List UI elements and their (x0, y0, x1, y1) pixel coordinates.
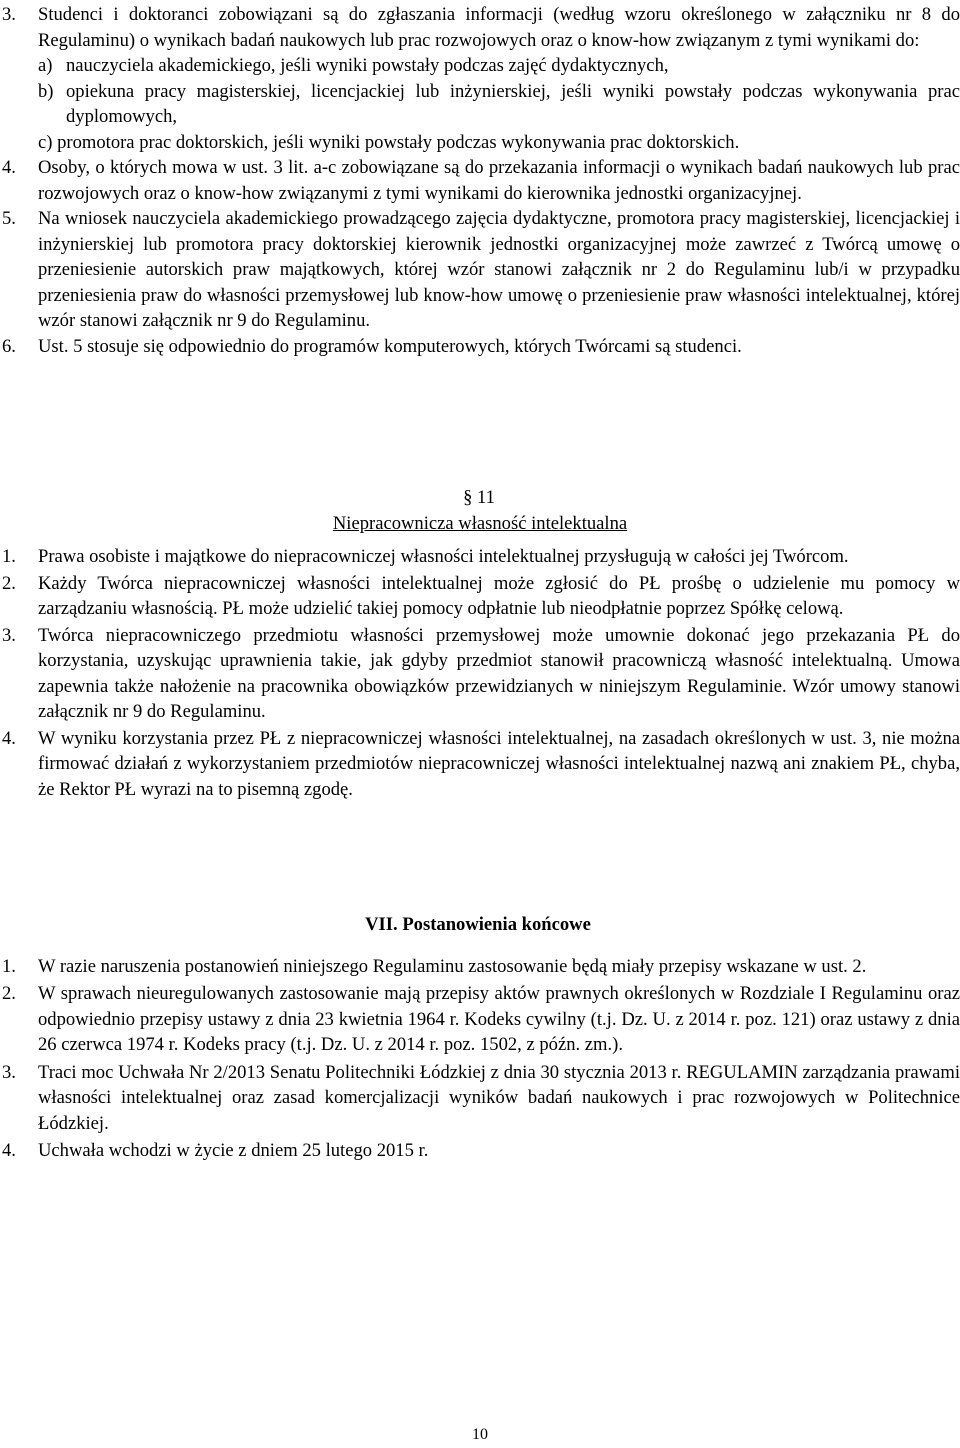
list-item-3 (0, 1060, 960, 1137)
item-text: Traci moc Uchwała Nr 2/2013 Senatu Politechniki Łódzkiej z dnia 30 stycznia 2013 r. REGULAMIN zarządzania prawami własności intelektualnej oraz zasad komercjalizacji wyników badań naukowych i prac rozwojowych w Politechnice Łódzkiej. (38, 1061, 960, 1134)
list-item-4 (0, 1138, 960, 1164)
sub-label: b) (38, 80, 54, 102)
item-text: W wyniku korzystania przez PŁ z niepracowniczej własności intelektualnej, na zasadach określonych w ust. 3, nie można firmować działań z wykorzystaniem przedmiotów niepracowniczej własności intelektualnej nazwą ani znakiem PŁ, chyba, że Rektor PŁ wyrazi na to pisemną zgodę. (38, 727, 960, 800)
item-number: 2. (2, 983, 16, 1004)
list-item-3 (0, 623, 960, 725)
item-text: Twórca niepracowniczego przedmiotu własności przemysłowej może umownie dokonać jego przekazania PŁ do korzystania, uzyskując uprawnienia takie, jak gdyby przedmiot stanowił pracowniczą własność intelektualną. Umowa zapewnia także nałożenie na pracownika obowiązków przewidzianych w niniejszym Regulaminie. Wzór umowy stanowi załącznik nr 9 do Regulaminu. (38, 624, 960, 722)
sub-item-c (38, 130, 960, 156)
section-vii (0, 912, 960, 1164)
list-item-5 (0, 206, 960, 334)
sub-label: c) (38, 131, 53, 153)
item-text: W sprawach nieuregulowanych zastosowanie mają przepisy aktów prawnych określonych w Rozdziale I Regulaminu oraz odpowiednio przepisy ustawy z dnia 23 kwietnia 1964 r. Kodeks cywilny (t.j. Dz. U. z 2014 r. poz. 121) oraz ustawy z dnia 26 czerwca 1974 r. Kodeks pracy (t.j. Dz. U. z 2014 r. poz. 1502, z późn. zm.). (38, 983, 960, 1055)
item-number: 4. (2, 727, 16, 749)
sub-item-b (38, 79, 960, 130)
section-title: Niepracownicza własność intelektualna (332, 512, 628, 534)
sub-text: opiekuna pracy magisterskiej, licencjackiej lub inżynierskiej, jeśli wyniki powstały podczas wykonywania prac dyplomowych, (66, 80, 960, 127)
item-number: 3. (2, 1061, 16, 1083)
item-number: 1. (2, 546, 16, 567)
section-a (0, 2, 960, 359)
list-item-3 (0, 2, 960, 53)
item-text: Każdy Twórca niepracowniczej własności intelektualnej może zgłosić do PŁ prośbę o udzielenie mu pomocy w zarządzaniu własnością. PŁ może udzielić takiej pomocy odpłatnie lub nieodpłatnie poprzez Spółkę celową. (38, 572, 960, 619)
list-item-4 (0, 726, 960, 803)
section-11 (0, 485, 960, 802)
item-number: 1. (2, 955, 16, 977)
item-number: 5. (2, 208, 16, 229)
list-item-2 (0, 571, 960, 622)
item-number: 6. (2, 335, 16, 357)
item-number: 2. (2, 572, 16, 594)
item-text: W razie naruszenia postanowień niniejszego Regulaminu zastosowanie będą miały przepisy wskazane w ust. 2. (38, 955, 867, 977)
list-item-1 (0, 544, 960, 570)
section-title: VII. Postanowienia końcowe (365, 914, 591, 935)
item-text: Uchwała wchodzi w życie z dniem 25 lutego 2015 r. (38, 1140, 429, 1161)
item-text: Studenci i doktoranci zobowiązani są do zgłaszania informacji (według wzoru określonego w załączniku nr 8 do Regulaminu) o wynikach badań naukowych lub prac rozwojowych oraz o know-how związanym z tymi wynikami do: (38, 4, 960, 51)
item-number: 3. (2, 4, 16, 25)
sub-text: nauczyciela akademickiego, jeśli wyniki powstały podczas zajęć dydaktycznych, (66, 55, 669, 76)
page-number: 10 (472, 1426, 488, 1443)
list-item-4 (0, 155, 960, 206)
item-number: 4. (2, 157, 16, 178)
list-item-6 (0, 334, 960, 360)
list-item-1 (0, 954, 960, 980)
sub-item-a (38, 53, 960, 79)
item-text: Ust. 5 stosuje się odpowiednio do programów komputerowych, których Twórcami są studenci. (38, 335, 742, 357)
list-item-2 (0, 981, 960, 1058)
item-text: Prawa osobiste i majątkowe do niepracowniczej własności intelektualnej przysługują w całości jej Twórcom. (38, 546, 849, 567)
item-number: 4. (2, 1140, 16, 1161)
sub-list (0, 53, 960, 155)
item-number: 3. (2, 624, 16, 646)
paragraph-number: § 11 (463, 487, 495, 508)
sub-text: promotora prac doktorskich, jeśli wyniki powstały podczas wykonywania prac doktorskich. (57, 131, 740, 153)
item-text: Osoby, o których mowa w ust. 3 lit. a-c zobowiązane są do przekazania informacji o wynikach badań naukowych lub prac rozwojowych oraz o know-how związanymi z tymi wynikami do kierownika jednostki organizacyjnej. (38, 157, 960, 204)
sub-label: a) (38, 55, 53, 76)
item-text: Na wniosek nauczyciela akademickiego prowadzącego zajęcia dydaktyczne, promotora pracy magisterskiej, licencjackiej i inżynierskiej lub promotora pracy doktorskiej kierownik jednostki organizacyjnej może zawrzeć z Twórcą umowę o przeniesienie autorskich praw majątkowych, której wzór stanowi załącznik nr 2 do Regulaminu lub/i w przypadku przeniesienia praw do własności przemysłowej lub know-how umowę o przeniesienie praw własności intelektualnej, której wzór stanowi załącznik nr 9 do Regulaminu. (38, 208, 960, 331)
